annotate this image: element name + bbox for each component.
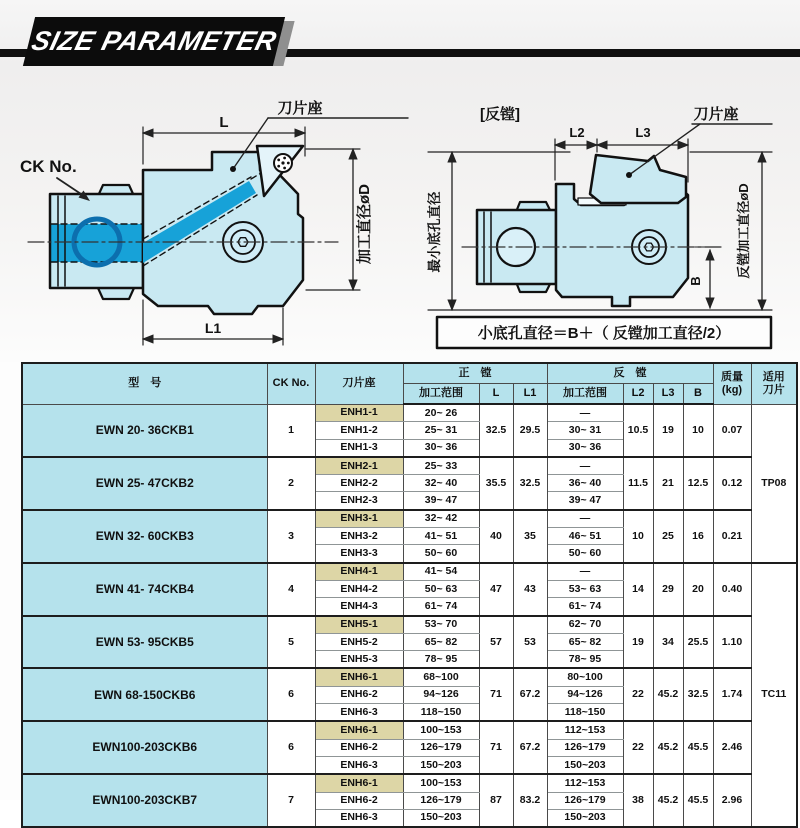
ck-no-cell: 6 <box>267 721 315 774</box>
fwd-range-cell: 41~ 51 <box>403 528 479 545</box>
dim-l1-cell: 53 <box>513 616 547 669</box>
parameters-table-body <box>22 404 797 827</box>
dim-l-cell: 32.5 <box>479 404 513 457</box>
fwd-range-cell: 65~ 82 <box>403 633 479 650</box>
formula-text: 小底孔直径＝B＋（ 反镗加工直径/2） <box>477 325 731 342</box>
rev-range-cell: 126~179 <box>547 739 623 756</box>
dim-b-cell: 32.5 <box>683 668 713 721</box>
blade-seat-cell: ENH2-2 <box>315 475 403 492</box>
dim-l1-cell: 32.5 <box>513 457 547 510</box>
blade-seat-cell: ENH6-2 <box>315 739 403 756</box>
ck-no-label: CK No. <box>20 157 77 176</box>
header-model: 型 号 <box>22 363 267 404</box>
back-boring-label: [反镗] <box>480 106 520 123</box>
blade-seat-cell: ENH3-1 <box>315 510 403 528</box>
dim-l-cell: 47 <box>479 563 513 616</box>
table-row <box>22 616 797 634</box>
parameter-table-wrap <box>21 362 798 828</box>
blade-seat-cell: ENH1-2 <box>315 422 403 439</box>
model-cell: EWN 32- 60CKB3 <box>22 510 267 563</box>
dim-l2-cell: 10.5 <box>623 404 653 457</box>
rev-range-cell: 46~ 51 <box>547 528 623 545</box>
table-row <box>22 510 797 528</box>
leader-dot <box>626 172 632 178</box>
header-l1: L1 <box>513 384 547 405</box>
fwd-range-cell: 68~100 <box>403 668 479 686</box>
dim-l2-cell: 19 <box>623 616 653 669</box>
fwd-range-cell: 50~ 60 <box>403 545 479 563</box>
blade-seat-label: 刀片座 <box>693 106 739 123</box>
blade-type-cell: TC11 <box>751 563 797 827</box>
dim-l3-cell: 19 <box>653 404 683 457</box>
blade-seat-cell: ENH6-3 <box>315 809 403 827</box>
dim-label-l: L <box>219 114 229 131</box>
mass-cell: 0.07 <box>713 404 751 457</box>
blade-seat-cell: ENH5-3 <box>315 651 403 669</box>
fwd-range-cell: 32~ 42 <box>403 510 479 528</box>
rev-range-cell: — <box>547 457 623 475</box>
header-ck-no: CK No. <box>267 363 315 404</box>
dim-label-min-hole-dia: 最小底孔直径 <box>427 191 442 273</box>
table-row <box>22 668 797 686</box>
rev-range-cell: 65~ 82 <box>547 633 623 650</box>
parameter-table <box>21 362 798 828</box>
rev-range-cell: — <box>547 510 623 528</box>
dim-b-cell: 25.5 <box>683 616 713 669</box>
dim-l3-cell: 45.2 <box>653 774 683 827</box>
mass-cell: 0.21 <box>713 510 751 563</box>
fwd-range-cell: 39~ 47 <box>403 492 479 510</box>
blade-seat-cell: ENH5-2 <box>315 633 403 650</box>
leader-dot <box>230 166 236 172</box>
dim-b-cell: 20 <box>683 563 713 616</box>
rev-range-cell: 30~ 31 <box>547 422 623 439</box>
blade-type-cell: TP08 <box>751 404 797 563</box>
dim-l-cell: 87 <box>479 774 513 827</box>
dim-l3-cell: 45.2 <box>653 721 683 774</box>
header-l: L <box>479 384 513 405</box>
mass-cell: 0.40 <box>713 563 751 616</box>
blade-seat-cell: ENH3-3 <box>315 545 403 563</box>
dim-label-l3: L3 <box>635 125 651 140</box>
blade-seat-cell: ENH6-1 <box>315 721 403 739</box>
table-row <box>22 404 797 422</box>
fwd-range-cell: 126~179 <box>403 792 479 809</box>
fwd-range-cell: 32~ 40 <box>403 475 479 492</box>
model-cell: EWN 53- 95CKB5 <box>22 616 267 669</box>
dim-l1-cell: 35 <box>513 510 547 563</box>
blade-seat-cell: ENH1-3 <box>315 439 403 457</box>
dim-label-machining-dia: 加工直径øD <box>356 184 373 264</box>
rev-range-cell: — <box>547 404 623 422</box>
table-row <box>22 721 797 739</box>
dim-l-cell: 40 <box>479 510 513 563</box>
rev-range-cell: 62~ 70 <box>547 616 623 634</box>
rev-range-cell: 80~100 <box>547 668 623 686</box>
fwd-range-cell: 126~179 <box>403 739 479 756</box>
dim-l2-cell: 22 <box>623 721 653 774</box>
blade-seat-cell: ENH2-1 <box>315 457 403 475</box>
blade-seat-cell: ENH6-2 <box>315 792 403 809</box>
dim-l2-cell: 14 <box>623 563 653 616</box>
mass-cell: 1.10 <box>713 616 751 669</box>
fwd-range-cell: 53~ 70 <box>403 616 479 634</box>
dim-l1-cell: 29.5 <box>513 404 547 457</box>
table-row <box>22 457 797 475</box>
page-title: SIZE PARAMETER <box>28 26 280 56</box>
header-rev-range: 加工范围 <box>547 384 623 405</box>
model-cell: EWN 41- 74CKB4 <box>22 563 267 616</box>
rev-range-cell: 61~ 74 <box>547 598 623 616</box>
dim-label-rev-machining-dia: 反镗加工直径øD <box>736 183 751 279</box>
header-mass-line2: (kg) <box>721 383 743 396</box>
mass-cell: 2.96 <box>713 774 751 827</box>
dim-l3-cell: 45.2 <box>653 668 683 721</box>
banner <box>23 17 285 66</box>
diagram-back-boring <box>410 88 800 360</box>
dim-l3-cell: 25 <box>653 510 683 563</box>
blade-seat-cell: ENH6-3 <box>315 756 403 774</box>
ck-no-cell: 5 <box>267 616 315 669</box>
header-mass-line1: 质量 <box>721 371 744 384</box>
dim-label-l2: L2 <box>569 125 585 140</box>
ck-no-cell: 2 <box>267 457 315 510</box>
header-mass <box>713 363 751 404</box>
model-cell: EWN100-203CKB7 <box>22 774 267 827</box>
dim-b-cell: 16 <box>683 510 713 563</box>
rev-range-cell: — <box>547 563 623 581</box>
mass-cell: 0.12 <box>713 457 751 510</box>
header-blade-seat: 刀片座 <box>315 363 403 404</box>
blade <box>590 155 686 203</box>
model-cell: EWN100-203CKB6 <box>22 721 267 774</box>
fwd-range-cell: 150~203 <box>403 809 479 827</box>
dim-l-cell: 57 <box>479 616 513 669</box>
dim-l1-cell: 67.2 <box>513 721 547 774</box>
table-row <box>22 774 797 792</box>
fwd-range-cell: 100~153 <box>403 774 479 792</box>
fwd-range-cell: 61~ 74 <box>403 598 479 616</box>
blade-seat-cell: ENH6-1 <box>315 668 403 686</box>
rev-range-cell: 126~179 <box>547 792 623 809</box>
dim-l-cell: 71 <box>479 721 513 774</box>
fwd-range-cell: 150~203 <box>403 756 479 774</box>
header-blade-type <box>751 363 797 404</box>
ck-no-cell: 6 <box>267 668 315 721</box>
header-blade-line1: 适用 <box>762 371 785 384</box>
rev-range-cell: 39~ 47 <box>547 492 623 510</box>
ck-no-cell: 1 <box>267 404 315 457</box>
dim-b-cell: 10 <box>683 404 713 457</box>
rev-range-cell: 118~150 <box>547 704 623 722</box>
rev-range-cell: 150~203 <box>547 809 623 827</box>
table-row <box>22 563 797 581</box>
dim-b-cell: 45.5 <box>683 721 713 774</box>
rev-range-cell: 50~ 60 <box>547 545 623 563</box>
fwd-range-cell: 30~ 36 <box>403 439 479 457</box>
fwd-range-cell: 50~ 63 <box>403 580 479 597</box>
dim-l2-cell: 10 <box>623 510 653 563</box>
dim-l2-cell: 11.5 <box>623 457 653 510</box>
header-fwd-range: 加工范围 <box>403 384 479 405</box>
header-l3: L3 <box>653 384 683 405</box>
fwd-range-cell: 25~ 31 <box>403 422 479 439</box>
dim-b-cell: 45.5 <box>683 774 713 827</box>
rev-range-cell: 94~126 <box>547 686 623 703</box>
rev-range-cell: 112~153 <box>547 721 623 739</box>
fwd-range-cell: 41~ 54 <box>403 563 479 581</box>
blade-seat-cell: ENH6-3 <box>315 704 403 722</box>
mass-cell: 2.46 <box>713 721 751 774</box>
dim-l2-cell: 38 <box>623 774 653 827</box>
model-cell: EWN 20- 36CKB1 <box>22 404 267 457</box>
fwd-range-cell: 118~150 <box>403 704 479 722</box>
blade-seat-cell: ENH4-1 <box>315 563 403 581</box>
dim-l2-cell: 22 <box>623 668 653 721</box>
blade-seat-cell: ENH4-2 <box>315 580 403 597</box>
blade-seat-cell: ENH6-2 <box>315 686 403 703</box>
blade-seat-cell: ENH5-1 <box>315 616 403 634</box>
rev-range-cell: 112~153 <box>547 774 623 792</box>
dim-l1-cell: 83.2 <box>513 774 547 827</box>
diagram-forward-boring <box>0 88 410 360</box>
header-back-boring: 反 镗 <box>547 363 713 384</box>
rev-range-cell: 150~203 <box>547 756 623 774</box>
rev-range-cell: 78~ 95 <box>547 651 623 669</box>
fwd-range-cell: 94~126 <box>403 686 479 703</box>
dim-label-b: B <box>688 276 703 286</box>
rev-range-cell: 53~ 63 <box>547 580 623 597</box>
rev-range-cell: 30~ 36 <box>547 439 623 457</box>
blade-seat-label: 刀片座 <box>277 100 323 117</box>
fwd-range-cell: 25~ 33 <box>403 457 479 475</box>
dim-l3-cell: 21 <box>653 457 683 510</box>
header-blade-line2: 刀片 <box>762 383 785 396</box>
dim-b-cell: 12.5 <box>683 457 713 510</box>
blade-seat-cell: ENH4-3 <box>315 598 403 616</box>
dim-l1-cell: 43 <box>513 563 547 616</box>
header-l2: L2 <box>623 384 653 405</box>
rev-range-cell: 36~ 40 <box>547 475 623 492</box>
blade-seat-cell: ENH2-3 <box>315 492 403 510</box>
mass-cell: 1.74 <box>713 668 751 721</box>
dim-label-l1: L1 <box>204 320 222 336</box>
dim-l3-cell: 29 <box>653 563 683 616</box>
ck-no-cell: 3 <box>267 510 315 563</box>
dim-l1-cell: 67.2 <box>513 668 547 721</box>
ck-no-cell: 4 <box>267 563 315 616</box>
fwd-range-cell: 100~153 <box>403 721 479 739</box>
header-forward-boring: 正 镗 <box>403 363 547 384</box>
blade-seat-cell: ENH1-1 <box>315 404 403 422</box>
blade-seat-cell: ENH6-1 <box>315 774 403 792</box>
model-cell: EWN 25- 47CKB2 <box>22 457 267 510</box>
fwd-range-cell: 78~ 95 <box>403 651 479 669</box>
dim-l-cell: 71 <box>479 668 513 721</box>
dim-l3-cell: 34 <box>653 616 683 669</box>
fwd-range-cell: 20~ 26 <box>403 404 479 422</box>
blade-seat-cell: ENH3-2 <box>315 528 403 545</box>
dim-l-cell: 35.5 <box>479 457 513 510</box>
header-b: B <box>683 384 713 405</box>
model-cell: EWN 68-150CKB6 <box>22 668 267 721</box>
ck-no-cell: 7 <box>267 774 315 827</box>
clamp-ring-bottom <box>98 288 134 299</box>
